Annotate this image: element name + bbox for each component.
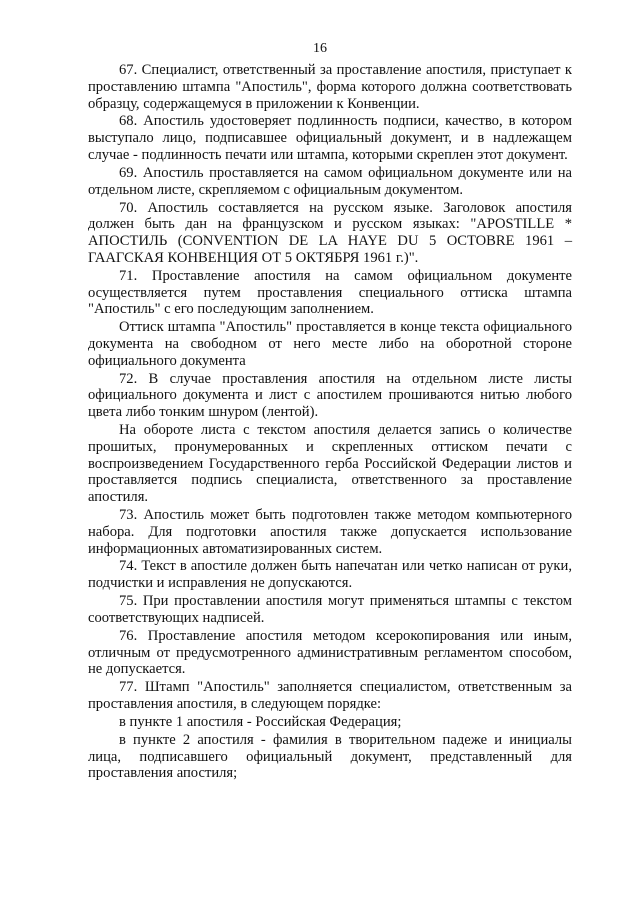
paragraph-72-continued: На обороте листа с текстом апостиля делается запись о количестве прошитых, пронумерованных и скрепленных оттиском печати с воспроизведением Государственного герба Российской Федерации листов и проставляется подпись специалиста, ответственного за проставление апостиля.: [88, 422, 572, 506]
paragraph-76: 76. Проставление апостиля методом ксерокопирования или иным, отличным от предусмотренного административным регламентом способом, не допускается.: [88, 627, 572, 678]
paragraph-71-continued: Оттиск штампа "Апостиль" проставляется в конце текста официального документа на свободном от него месте либо на оборотной стороне официального документа: [88, 319, 572, 369]
paragraph-72: 72. В случае проставления апостиля на отдельном листе листы официального документа и лист с апостилем прошиваются нитью любого цвета либо тонким шнуром (лентой).: [88, 370, 572, 421]
paragraph-77-item-1: в пункте 1 апостиля - Российская Федерация;: [119, 713, 402, 730]
paragraph-74: 74. Текст в апостиле должен быть напечатан или четко написан от руки, подчистки и исправления не допускаются.: [88, 558, 572, 592]
paragraph-75: 75. При проставлении апостиля могут применяться штампы с текстом соответствующих надписей.: [88, 593, 572, 626]
paragraph-68: 68. Апостиль удостоверяет подлинность подписи, качество, в котором выступало лицо, подписавшее официальный документ, и в надлежащем случае - подлинность печати или штампа, которыми скреплен этот документ.: [88, 113, 572, 163]
paragraph-67: 67. Специалист, ответственный за проставление апостиля, приступает к проставлению штампа "Апостиль", форма которого должна соответствовать образцу, содержащемуся в приложении к Конвенции.: [88, 62, 572, 112]
paragraph-69: 69. Апостиль проставляется на самом официальном документе или на отдельном листе, скрепляемом с официальным документом.: [88, 164, 572, 198]
page-number: 16: [313, 41, 327, 56]
paragraph-77-item-2: в пункте 2 апостиля - фамилия в творительном падеже и инициалы лица, подписавшего официальный документ, представленный для проставления апостиля;: [88, 731, 572, 782]
paragraph-70: 70. Апостиль составляется на русском языке. Заголовок апостиля должен быть дан на французском и русском языках: "APOSTILLE * АПОСТИЛЬ (CONVENTION DE LA HAYE DU 5 OCTOBRE 1961 – ГААГСКАЯ КОНВЕНЦИЯ ОТ 5 ОКТЯБРЯ 1961 г.)".: [88, 199, 572, 266]
paragraph-71: 71. Проставление апостиля на самом официальном документе осуществляется путем проставления специального оттиска штампа "Апостиль" с его последующим заполнением.: [88, 267, 572, 318]
document-body: [88, 62, 572, 783]
paragraph-77: 77. Штамп "Апостиль" заполняется специалистом, ответственным за проставления апостиля, в следующем порядке:: [88, 679, 572, 712]
paragraph-73: 73. Апостиль может быть подготовлен также методом компьютерного набора. Для подготовки апостиля также допускается использование информационных автоматизированных систем.: [88, 507, 572, 557]
